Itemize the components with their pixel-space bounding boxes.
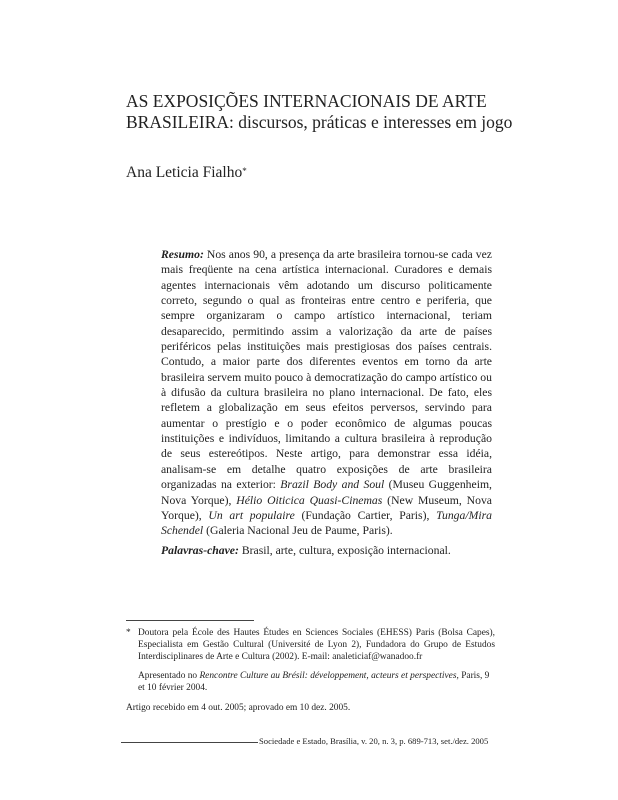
exhibit-title: Brazil Body and Soul: [280, 478, 385, 492]
author-footnote: [126, 627, 495, 663]
footer-divider: [121, 742, 258, 743]
author-line: [126, 163, 247, 182]
presentation-suffix: Paris, 9 et 10 février 2004.: [138, 671, 490, 693]
author-name: Ana Leticia Fialho: [126, 164, 243, 181]
abstract-text: (Fundação Cartier, Paris),: [294, 508, 437, 522]
footnote-text: Doutora pela École des Hautes Études en Sciences Sociales (EHESS) Paris (Bolsa Capes), Especialista em Gestão Cultural (Université de Lyon 2), Fundadora do Grupo de Estudos Interdisciplinares de Arte e Cultura (2002). E-mail: analeticiaf@wanadoo.fr: [138, 628, 495, 662]
presentation-prefix: Apresentado no: [138, 671, 200, 681]
presentation-note: [138, 670, 495, 694]
abstract-text: (Museu Guggenheim, Nova Yorque),: [161, 478, 492, 507]
abstract: [161, 247, 492, 539]
keywords-label: Palavras-chave:: [161, 544, 239, 557]
exhibit-title: Un art populaire: [208, 508, 295, 522]
abstract-text: Nos anos 90, a presença da arte brasileira tornou-se cada vez mais freqüente na cena artística internacional. Curadores e demais agentes internacionais vêm adotando um discurso politicamente correto, segundo o qual as fronteiras entre centro e periferia, que sempre organizaram o campo artístico internacional, teriam desaparecido, permitindo assim a valorização da arte de países periféricos pelas instituições mais prestigiosas dos países centrais. Contudo, a maior parte dos diferentes eventos em torno da arte brasileira servem muito pouco à democratização do campo artístico ou à difusão da cultura brasileira no plano internacional. De fato, eles refletem a globalização em seus efeitos perversos, servindo para aumentar o prestígio e o poder econômico de algumas poucas instituições e indivíduos, limitando a cultura brasileira à reprodução de seus estereótipos. Neste artigo, para demonstrar essa idéia, analisam-se em detalhe quatro exposições de arte brasileira organizadas na exterior:: [161, 248, 492, 492]
received-note: Artigo recebido em 4 out. 2005; aprovado em 10 dez. 2005.: [126, 703, 351, 713]
abstract-label: Resumo:: [161, 248, 204, 261]
author-footnote-mark: *: [242, 166, 247, 176]
abstract-text: (New Museum, Nova Yorque),: [161, 493, 492, 522]
footnote-mark: *: [126, 628, 131, 638]
event-name: Rencontre Culture au Brésil: développement, acteurs et perspectives,: [199, 671, 459, 681]
article-title: AS EXPOSIÇÕES INTERNACIONAIS DE ARTE BRASILEIRA: discursos, práticas e interesses em jogo: [126, 91, 513, 132]
exhibit-title: Hélio Oiticica Quasi-Cinemas: [236, 493, 383, 507]
exhibit-title: Tunga/Mira Schendel: [161, 508, 492, 538]
journal-footer: Sociedade e Estado, Brasília, v. 20, n. 3, p. 689-713, set./dez. 2005: [259, 736, 489, 746]
footnote-divider: [126, 620, 254, 621]
keywords: [161, 543, 492, 558]
abstract-text: (Galeria Nacional Jeu de Paume, Paris).: [203, 524, 393, 538]
keywords-text: Brasil, arte, cultura, exposição internacional.: [238, 544, 451, 557]
